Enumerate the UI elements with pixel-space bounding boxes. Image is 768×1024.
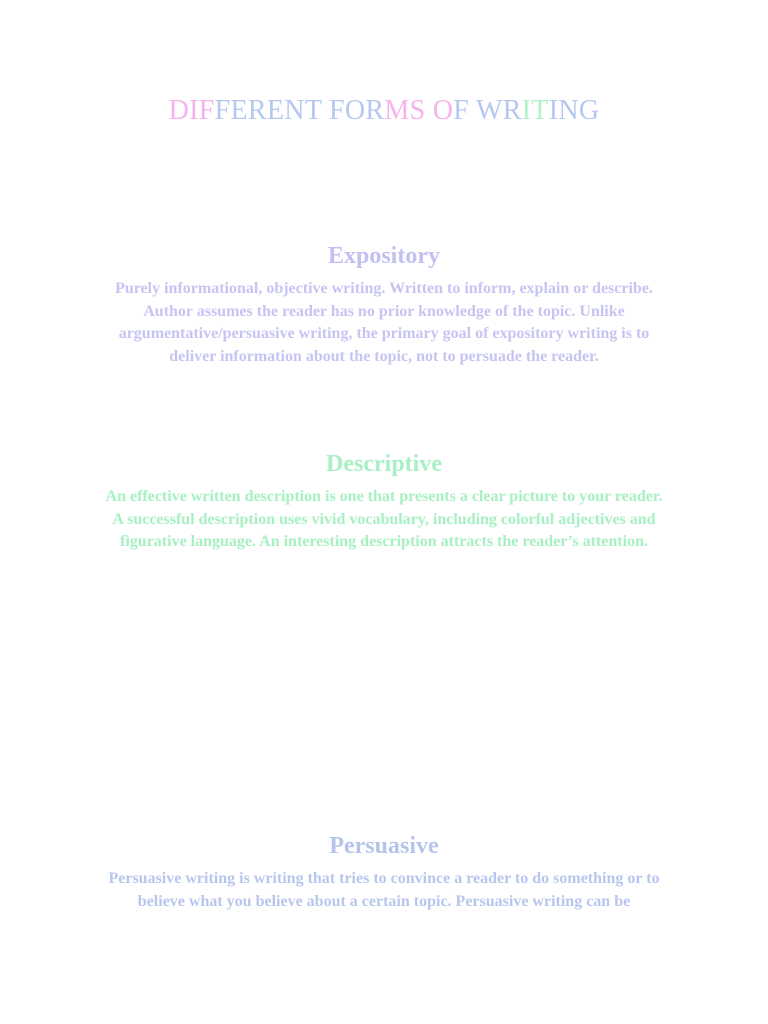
title-segment: IT bbox=[521, 95, 549, 126]
section-body: An effective written description is one that presents a clear picture to your reader. A successful description uses vivid vocabulary, including colorful adjectives and figurative language. An interesting description attracts the reader’s attention. bbox=[105, 488, 663, 550]
title-segment: F WR bbox=[453, 95, 522, 126]
section-expository bbox=[0, 240, 768, 368]
section-heading: Descriptive bbox=[326, 451, 442, 477]
section-heading: Expository bbox=[327, 243, 440, 269]
section-descriptive bbox=[0, 448, 768, 554]
document-title bbox=[0, 92, 768, 130]
title-segment: MS bbox=[384, 95, 433, 126]
title-segment: O bbox=[432, 95, 454, 126]
title-segment: I bbox=[548, 95, 559, 126]
section-persuasive bbox=[0, 830, 768, 913]
section-heading: Persuasive bbox=[329, 833, 439, 859]
title-segment: NG bbox=[558, 95, 600, 126]
section-body: Persuasive writing is writing that tries to convince a reader to do something or to believe what you believe about a certain topic. Persuasive writing can be bbox=[108, 870, 660, 910]
title-segment: DIF bbox=[168, 95, 215, 126]
section-body: Purely informational, objective writing. Written to inform, explain or describe. Author assumes the reader has no prior knowledge of the topic. Unlike argumentative/persuasive writing, the primary goal of expository writing is to deliver information about the topic, not to persuade the reader. bbox=[115, 280, 653, 365]
title-segment: FERENT FOR bbox=[214, 95, 385, 126]
